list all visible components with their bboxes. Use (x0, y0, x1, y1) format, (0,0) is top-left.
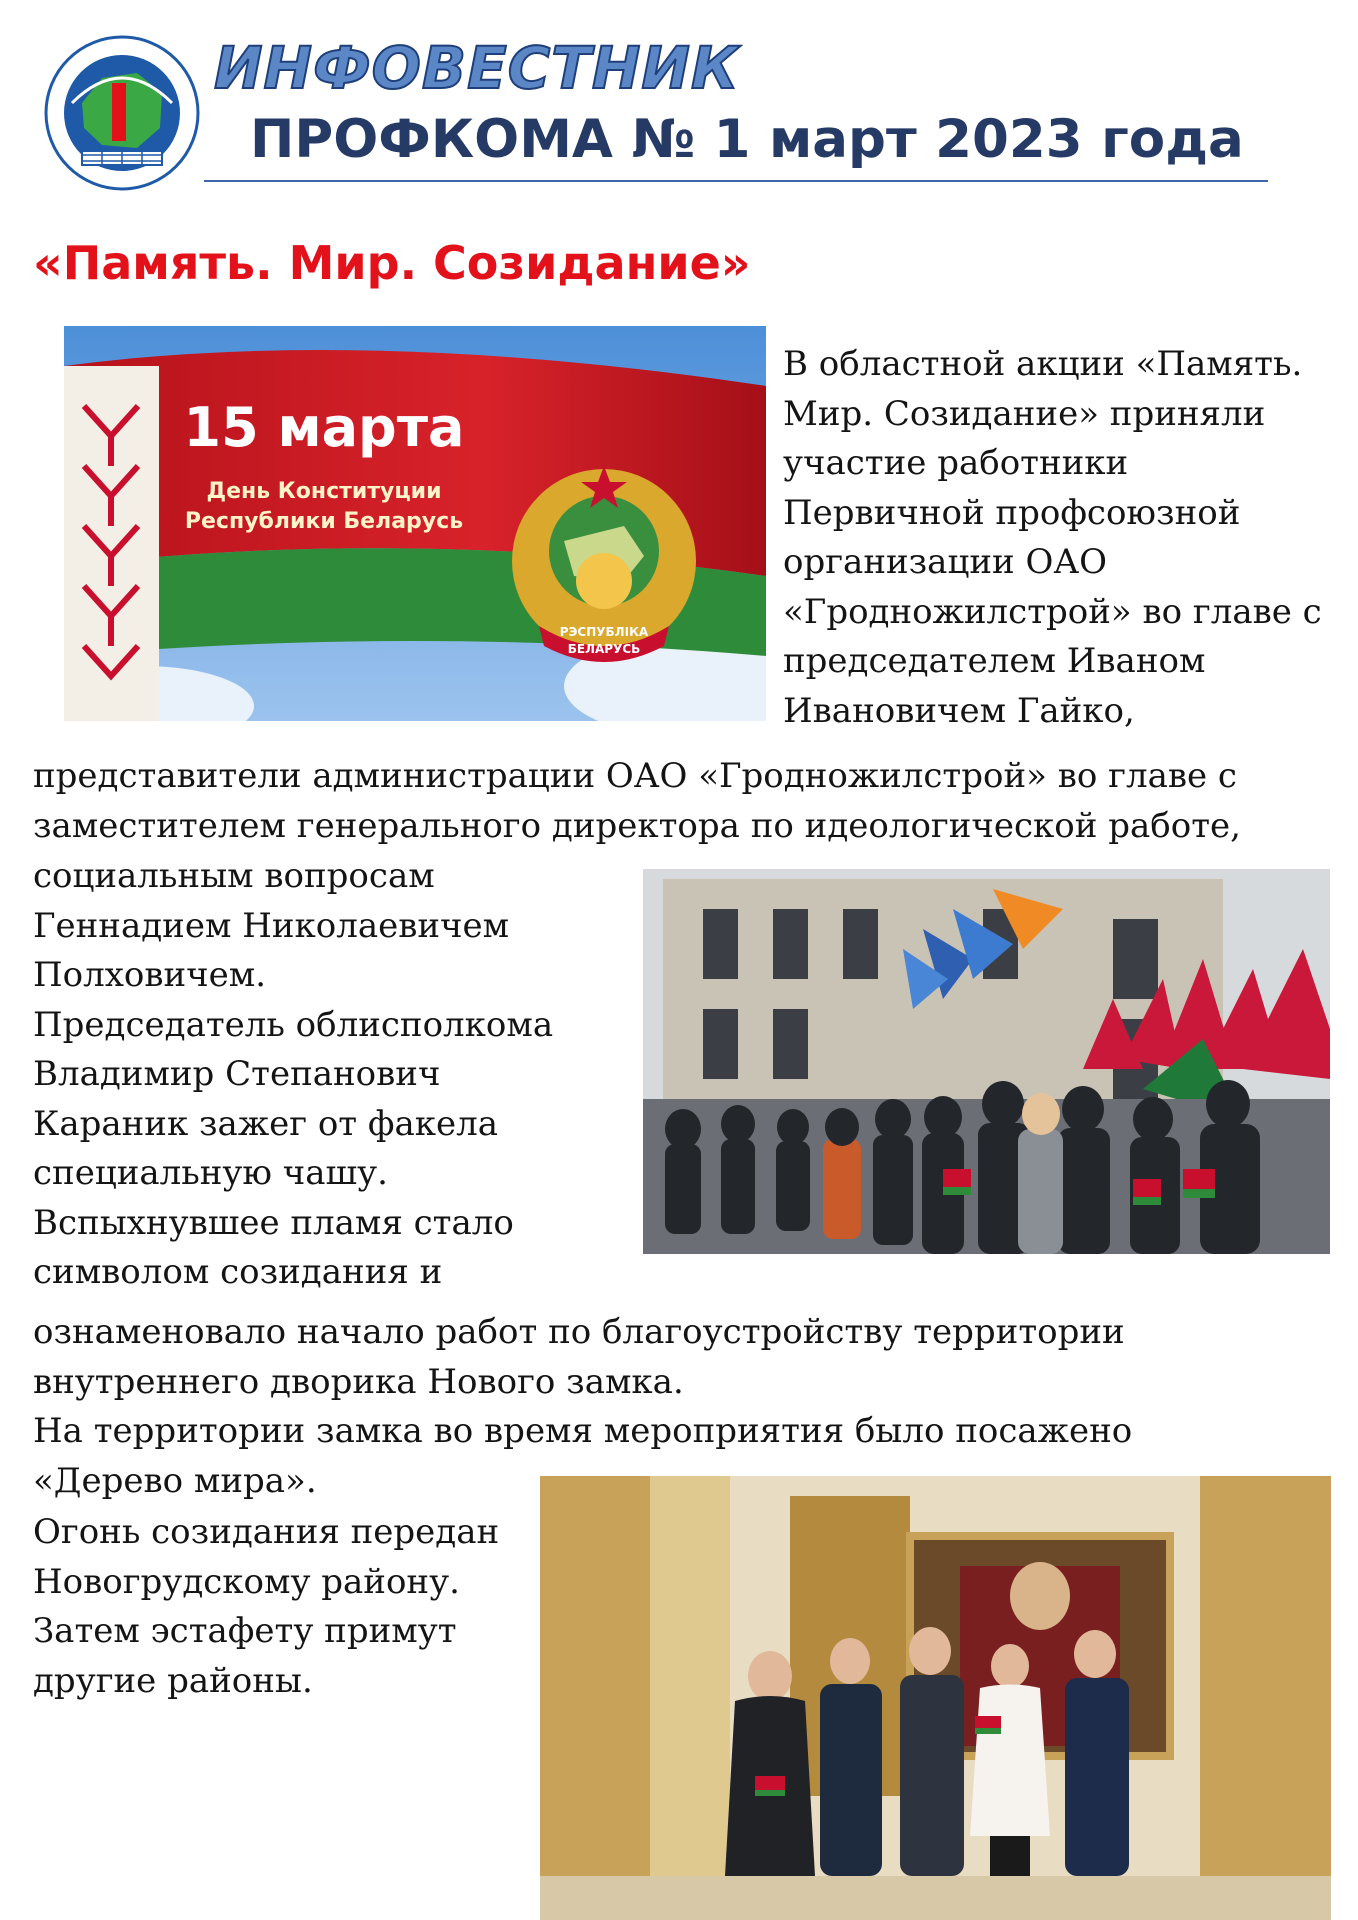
article-title: «Память. Мир. Созидание» (33, 236, 751, 290)
text-line: Затем эстафету примут (33, 1611, 457, 1651)
text-line: Председатель облисполкома (33, 1004, 554, 1045)
text-line: Мир. Созидание» приняли (783, 393, 1266, 434)
text-line: внутреннего дворика Нового замка. (33, 1361, 684, 1402)
text-line: представители администрации ОАО «Гродножилстрой» во главе с (33, 756, 1237, 796)
text-line: Ивановичем Гайко, (783, 690, 1135, 731)
header-divider (204, 180, 1268, 182)
closing-paragraph (33, 1508, 499, 1706)
text-line: На территории замка во время мероприятия было посажено (33, 1411, 1133, 1451)
banner-date: 15 марта (183, 396, 465, 459)
emblem-text-1: РЭСПУБЛІКА (559, 625, 649, 639)
text-line: Вспыхнувшее пламя стало (33, 1202, 514, 1243)
newsletter-issue: ПРОФКОМА № 1 март 2023 года (250, 109, 1244, 170)
emblem-text-2: БЕЛАРУСЬ (567, 642, 641, 656)
text-line: «Гродножилстрой» во главе с (783, 591, 1322, 632)
text-line: Новогрудскому району. (33, 1561, 460, 1602)
castle-group-photo (540, 1476, 1331, 1920)
text-line: Владимир Степанович (33, 1054, 441, 1094)
constitution-day-banner (64, 326, 766, 721)
banner-caption-1: День Конституции (206, 479, 442, 504)
trade-union-emblem-icon (42, 33, 202, 193)
banner-caption-2: Республики Беларусь (184, 509, 464, 534)
text-line: В областной акции «Память. (783, 344, 1303, 384)
text-line: Огонь созидания передан (33, 1512, 500, 1552)
text-line: другие районы. (33, 1660, 313, 1701)
text-line: ознаменовало начало работ по благоустройству территории (33, 1312, 1125, 1352)
text-line: участие работники (783, 443, 1129, 483)
full-width-paragraph (33, 752, 1241, 851)
text-line: «Дерево мира». (33, 1460, 317, 1501)
text-line: символом созидания и (33, 1252, 443, 1292)
newsletter-title: ИНФОВЕСТНИК (214, 34, 740, 102)
intro-paragraph (783, 340, 1322, 736)
text-line: Караник зажег от факела (33, 1103, 499, 1144)
rally-photo (643, 869, 1330, 1254)
text-line: заместителем генерального директора по идеологической работе, (33, 805, 1241, 846)
text-line: Геннадием Николаевичем (33, 905, 510, 946)
text-line: председателем Иваном (783, 641, 1206, 681)
text-line: Первичной профсоюзной (783, 492, 1241, 533)
text-line: социальным вопросам (33, 856, 435, 896)
left-column-paragraph (33, 852, 553, 1298)
text-line: организации ОАО (783, 542, 1107, 582)
text-line: Полховичем. (33, 955, 267, 995)
text-line: специальную чашу. (33, 1153, 388, 1193)
